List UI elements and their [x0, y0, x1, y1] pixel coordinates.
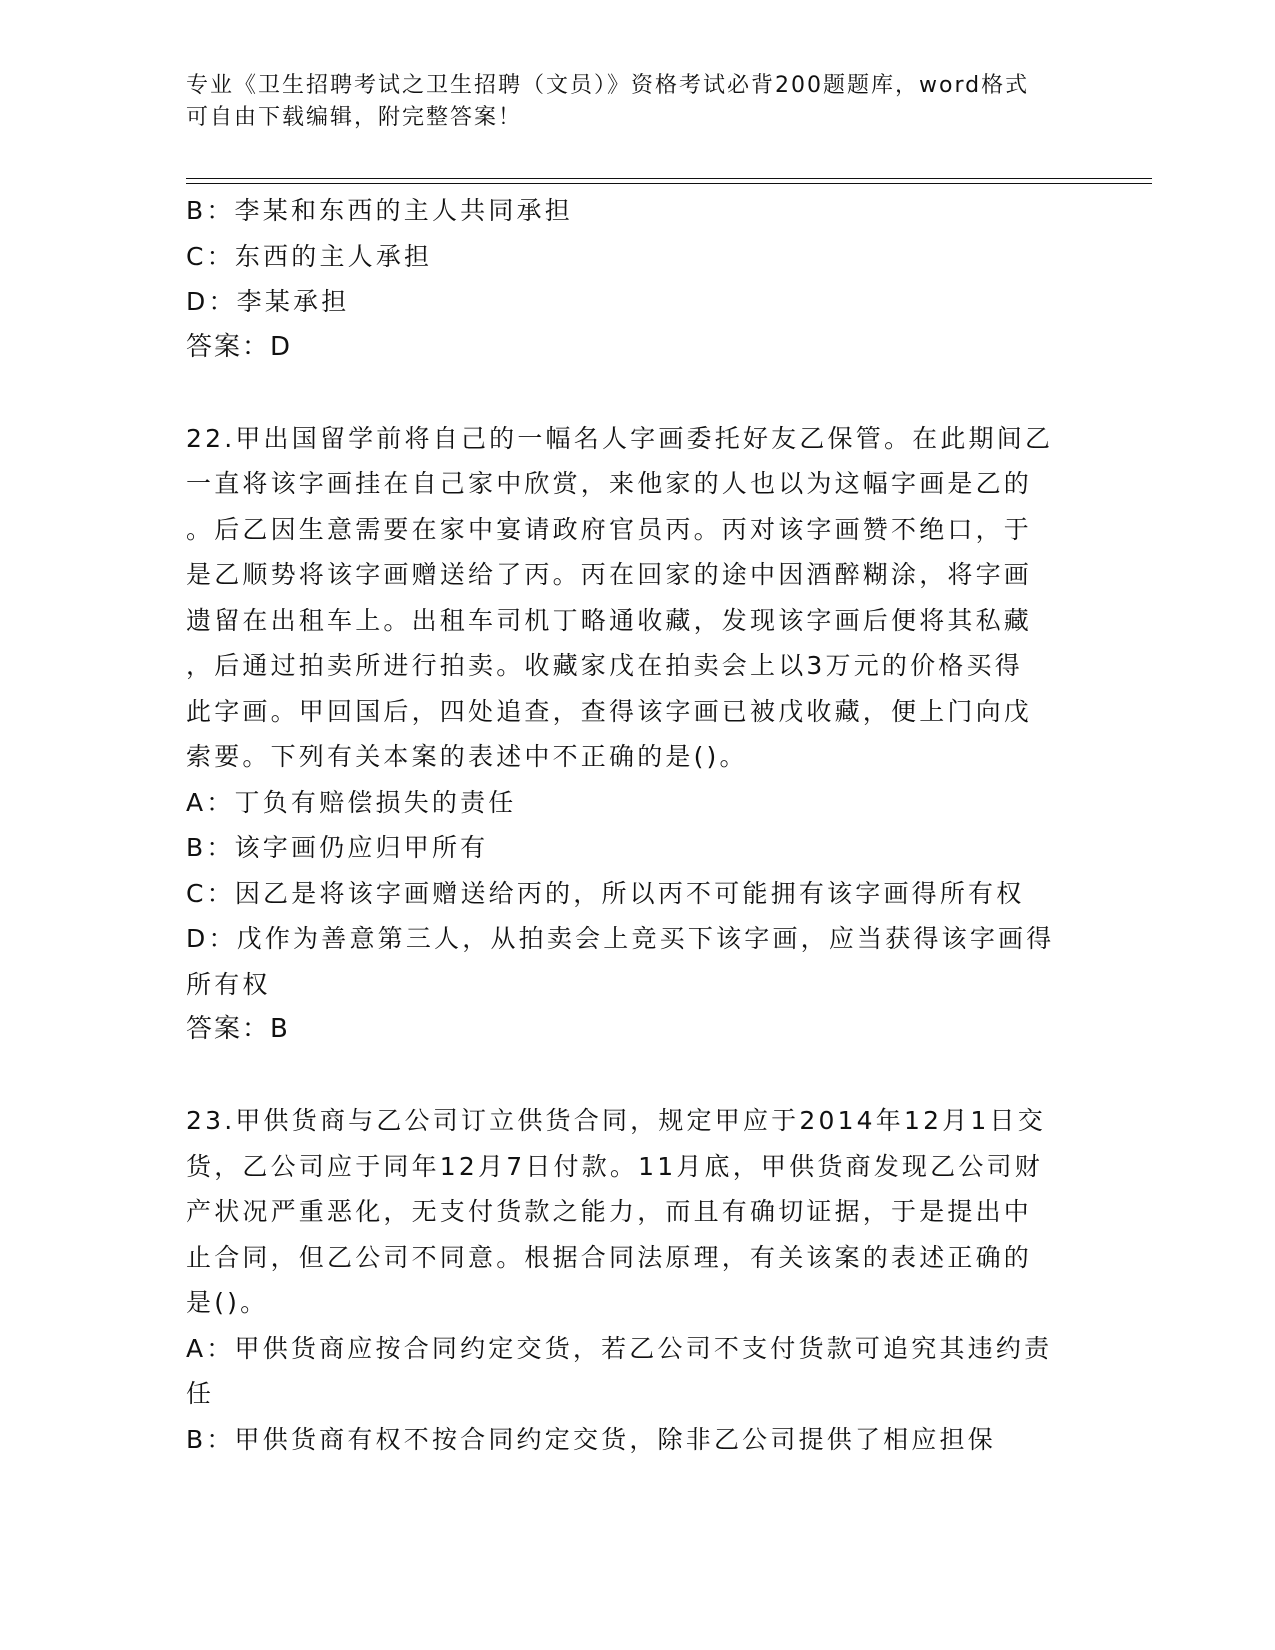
option-a: A：甲供货商应按合同约定交货，若乙公司不支付货款可追究其违约责 [186, 1333, 1053, 1363]
option-d: D：李某承担 [186, 287, 350, 316]
question-stem-line: 是乙顺势将该字画赠送给了丙。丙在回家的途中因酒醉糊涂，将字画 [186, 560, 1033, 589]
spacer [186, 1053, 1086, 1099]
question-stem-line: 此字画。甲回国后，四处追查，查得该字画已被戊收藏，便上门向戊 [186, 696, 1033, 726]
option-b: B：该字画仍应归甲所有 [186, 833, 489, 862]
spacer [186, 370, 1086, 416]
option-c: C：东西的主人承担 [186, 241, 433, 271]
option-a-continued: 任 [186, 1379, 215, 1408]
header-line: 可自由下载编辑，附完整答案！ [186, 105, 523, 130]
page-header [186, 70, 1086, 134]
question-stem-line: 产状况严重恶化，无支付货款之能力，而且有确切证据，于是提出中 [186, 1197, 1033, 1226]
question-stem-line: 止合同，但乙公司不同意。根据合同法原理，有关该案的表述正确的 [186, 1242, 1033, 1272]
question-stem-line: 一直将该字画挂在自己家中欣赏，来他家的人也以为这幅字画是乙的 [186, 469, 1033, 498]
question-stem-line: 23.甲供货商与乙公司订立供货合同，规定甲应于2014年12月1日交 [186, 1106, 1046, 1135]
question-stem-line: ，后通过拍卖所进行拍卖。收藏家戊在拍卖会上以3万元的价格买得 [186, 651, 1023, 680]
option-d: D：戊作为善意第三人，从拍卖会上竞买下该字画，应当获得该字画得 [186, 924, 1055, 953]
answer: 答案：B [186, 1014, 290, 1044]
question-22 [186, 416, 1086, 1053]
header-divider [186, 183, 1152, 184]
option-b: B：甲供货商有权不按合同约定交货，除非乙公司提供了相应担保 [186, 1424, 996, 1454]
question-stem-line: 。后乙因生意需要在家中宴请政府官员丙。丙对该字画赞不绝口，于 [186, 514, 1033, 544]
option-c: C：因乙是将该字画赠送给丙的，所以丙不可能拥有该字画得所有权 [186, 878, 1025, 908]
question-21-tail [186, 188, 1086, 370]
option-b: B：李某和东西的主人共同承担 [186, 196, 573, 225]
question-stem-line: 22.甲出国留学前将自己的一幅名人字画委托好友乙保管。在此期间乙 [186, 423, 1054, 453]
question-23 [186, 1098, 1086, 1462]
header-line: 专业《卫生招聘考试之卫生招聘（文员）》资格考试必背200题题库，word格式 [186, 73, 1030, 98]
question-stem-line: 是()。 [186, 1288, 269, 1317]
header-divider [186, 178, 1152, 179]
question-stem-line: 遗留在出租车上。出租车司机丁略通收藏，发现该字画后便将其私藏 [186, 605, 1033, 635]
option-a: A：丁负有赔偿损失的责任 [186, 787, 517, 817]
option-d-continued: 所有权 [186, 969, 271, 999]
question-stem-line: 索要。下列有关本案的表述中不正确的是()。 [186, 742, 748, 771]
document-body [186, 188, 1086, 1462]
question-stem-line: 货，乙公司应于同年12月7日付款。11月底，甲供货商发现乙公司财 [186, 1151, 1043, 1181]
answer: 答案：D [186, 331, 293, 362]
